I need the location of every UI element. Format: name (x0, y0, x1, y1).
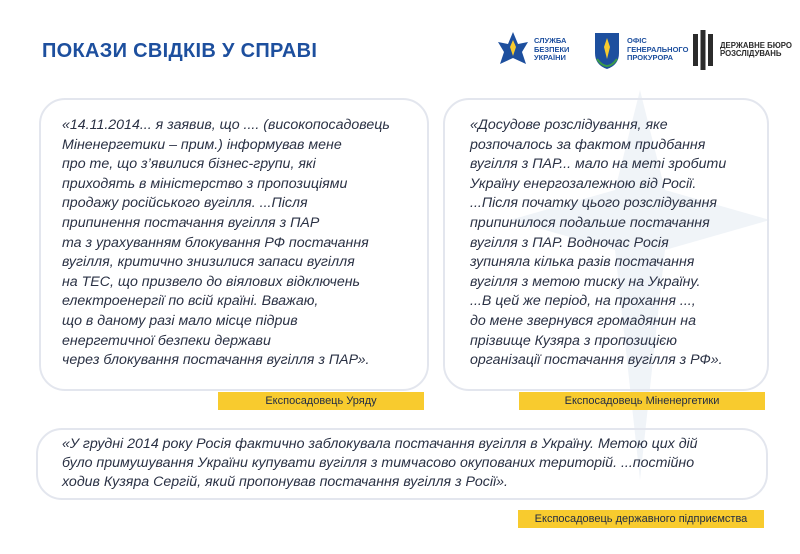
testimony-author-tag-1: Експосадовець Уряду (218, 392, 424, 410)
page-title: ПОКАЗИ СВІДКІВ У СПРАВІ (42, 40, 318, 62)
sbu-logo (496, 26, 569, 74)
testimony-author-tag-2: Експосадовець Міненергетики (519, 392, 765, 410)
ogp-logo-text: ОФІС ГЕНЕРАЛЬНОГО ПРОКУРОРА (627, 36, 689, 63)
testimony-author-tag-3: Експосадовець державного підприємства (518, 510, 764, 528)
logos-bar (496, 26, 796, 74)
dbr-logo (692, 26, 792, 74)
ogp-logo (592, 26, 688, 74)
testimony-quote-1: «14.11.2014... я заявив, що .... (високопосадовець Міненергетики – прим.) інформував мене про те, що з’явилися бізнес-групи, які приходять в міністерство з пропозиціями продажу російського вугілля. ...Після припинення постачання вугілля з ПАР та з урахуванням блокування РФ постачання вугілля, критично знизилися запаси вугілля на ТЕС, що призвело до віялових відключень електроенергії по всій країні. Вважаю, що в даному разі мало місце підрив енергетичної безпеки держави через блокування постачання вугілля з ПАР». (62, 117, 390, 369)
dbr-emblem-icon (692, 30, 714, 70)
sbu-emblem-icon (496, 30, 530, 70)
testimony-quote-2: «Досудове розслідування, яке розпочалось за фактом придбання вугілля з ПАР... мало на меті зробити Україну енергозалежною від Росії. ...Після початку цього розслідування припинилося подальше постачання вугілля з ПАР. Водночас Росія зупиняла кілька разів постачання вугілля з метою тиску на Україну. ...В цей же період, на прохання ..., до мене звернувся громадянин на прізвище Кузяра з пропозицією організації постачання вугілля з РФ». (470, 117, 727, 369)
dbr-logo-text: ДЕРЖАВНЕ БЮРО РОЗСЛІДУВАНЬ (720, 40, 792, 58)
sbu-logo-text: СЛУЖБА БЕЗПЕКИ УКРАЇНИ (534, 36, 570, 63)
testimony-quote-3: «У грудні 2014 року Росія фактично заблокувала постачання вугілля в Україну. Метою цих дій було примушування України купувати вугілля з тимчасово окупованих територій. ...постійно ходив Кузяра Сергій, який пропонував постачання вугілля з Росії». (62, 436, 698, 490)
ogp-emblem-icon (592, 29, 622, 71)
